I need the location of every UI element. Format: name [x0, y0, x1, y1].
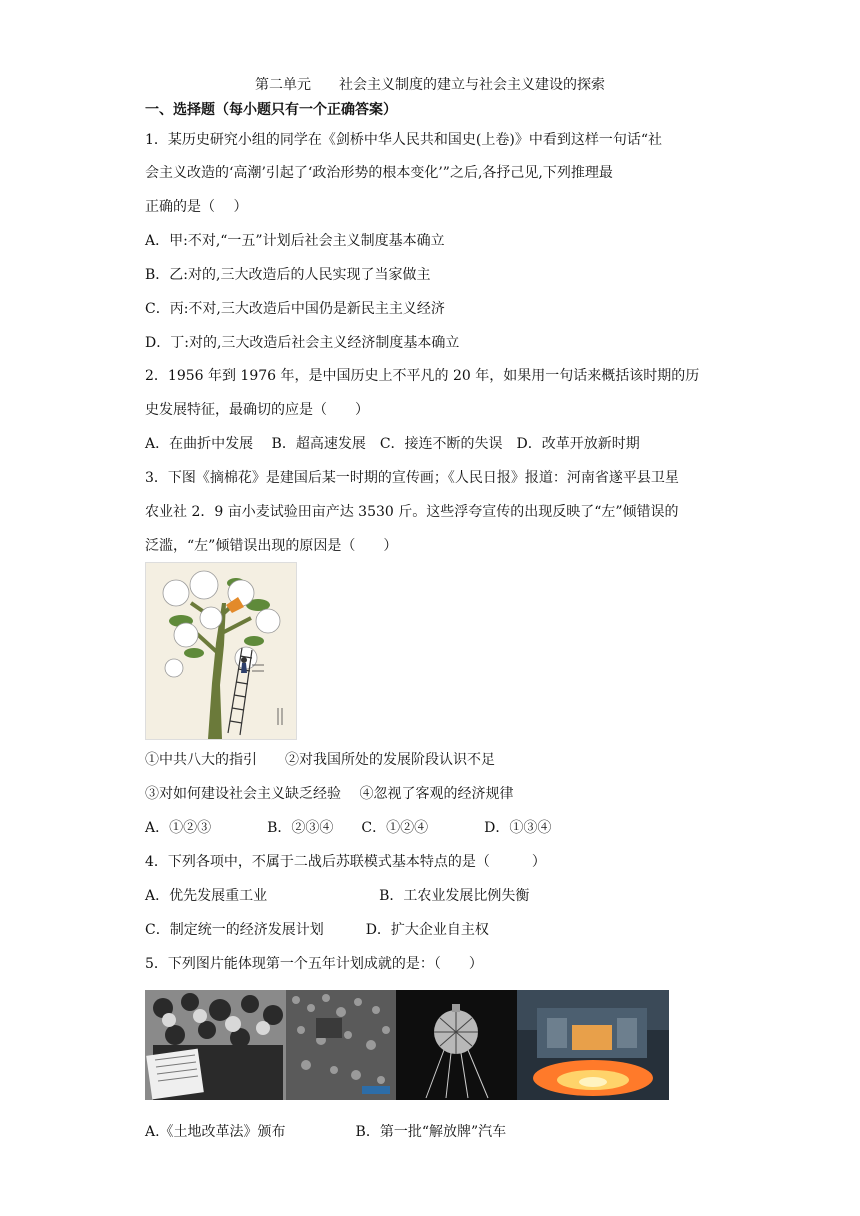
q3-options: A．①②③ B．②③④ C．①②④ D．①③④ [145, 820, 552, 836]
crowd-gathering-photo [286, 990, 396, 1100]
q1-option-b: B．乙:对的,三大改造后的人民实现了当家做主 [145, 267, 431, 283]
q1-stem-line1: 1．某历史研究小组的同学在《剑桥中华人民共和国史(上卷)》中看到这样一句话“社 [145, 132, 662, 148]
q3-stem-line2: 农业社 2．9 亩小麦试验田亩产达 3530 斤。这些浮夸宣传的出现反映了“左”倾错误的 [145, 504, 679, 520]
q3-stem-line1: 3．下图《摘棉花》是建国后某一时期的宣传画；《人民日报》报道：河南省遂平县卫星 [145, 470, 679, 486]
q2-stem-line1: 2．1956 年到 1976 年，是中国历史上不平凡的 20 年，如果用一句话来概括该时期的历 [145, 368, 700, 384]
q2-options: A．在曲折中发展 B．超高速发展 C．接连不断的失误 D．改革开放新时期 [145, 436, 640, 452]
q1-option-c: C．丙:不对,三大改造后中国仍是新民主主义经济 [145, 301, 445, 317]
q5-photo-strip [145, 990, 669, 1100]
q2-stem-line2: 史发展特征，最确切的应是（ ） [145, 402, 369, 418]
section-heading: 一、选择题（每小题只有一个正确答案） [145, 102, 397, 118]
q5-stem: 5．下列图片能体现第一个五年计划成就的是：（ ） [145, 956, 483, 972]
q5-options: A.《土地改革法》颁布 B．第一批“解放牌”汽车 [145, 1124, 507, 1140]
q4-options-cd: C．制定统一的经济发展计划 D．扩大企业自主权 [145, 922, 489, 938]
cotton-picking-poster-image [145, 562, 297, 740]
q1-option-a: A．甲:不对,“一五”计划后社会主义制度基本确立 [145, 233, 445, 249]
q3-item-line1: ①中共八大的指引 ②对我国所处的发展阶段认识不足 [145, 752, 495, 768]
q1-stem-line2: 会主义改造的‘高潮’引起了‘政治形势的根本变化’”之后,各抒己见,下列推理最 [145, 165, 613, 181]
q4-stem: 4．下列各项中，不属于二战后苏联模式基本特点的是（ ） [145, 854, 546, 870]
q3-stem-line3: 泛滥，“左”倾错误出现的原因是（ ） [145, 538, 398, 554]
q4-options-ab: A．优先发展重工业 B．工农业发展比例失衡 [145, 888, 530, 904]
q1-stem-line3: 正确的是（ ） [145, 199, 248, 215]
satellite-photo [396, 990, 517, 1100]
steel-plant-photo [517, 990, 669, 1100]
q3-item-line2: ③对如何建设社会主义缺乏经验 ④忽视了客观的经济规律 [145, 786, 514, 802]
page-title: 第二单元 社会主义制度的建立与社会主义建设的探索 [255, 77, 605, 93]
q1-option-d: D．丁:对的,三大改造后社会主义经济制度基本确立 [145, 335, 460, 351]
land-reform-crowd-photo [145, 990, 286, 1100]
